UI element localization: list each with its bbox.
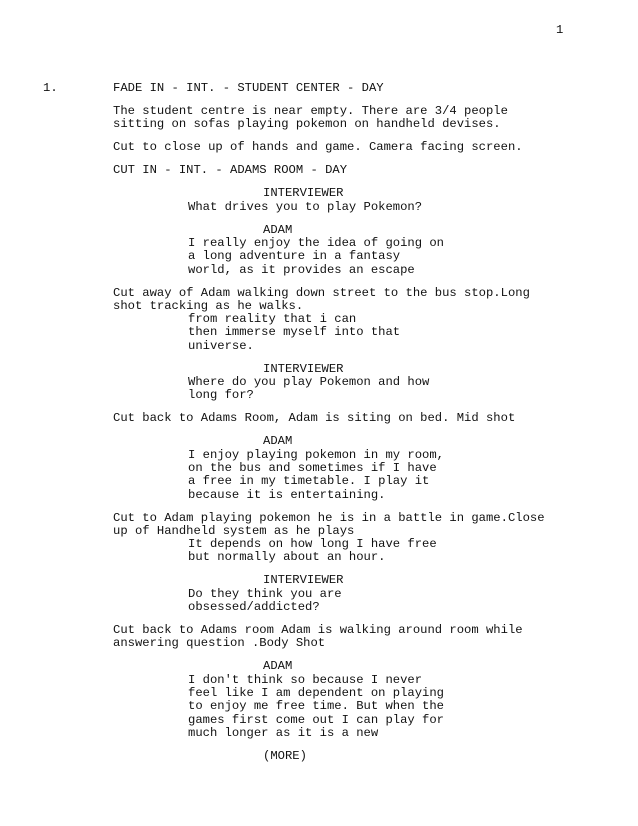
dialogue-line: because it is entertaining. xyxy=(188,487,386,502)
dialogue-line: What drives you to play Pokemon? xyxy=(188,199,423,214)
dialogue-line: I enjoy playing pokemon in my room, xyxy=(188,447,444,462)
dialogue-line: to enjoy me free time. But when the xyxy=(188,699,444,714)
scene-number: 1. xyxy=(43,81,58,95)
character-cue: INTERVIEWER xyxy=(263,186,344,201)
action-line: Cut away of Adam walking down street to the bus stop.Long xyxy=(113,285,530,300)
action-line: Cut to Adam playing pokemon he is in a battle in game.Close xyxy=(113,510,545,525)
action-line: Cut to close up of hands and game. Camera facing screen. xyxy=(113,140,523,155)
action-line: shot tracking as he walks. xyxy=(113,298,304,313)
dialogue-line: world, as it provides an escape xyxy=(188,262,415,277)
character-cue: INTERVIEWER xyxy=(263,573,344,588)
dialogue-line: then immerse myself into that xyxy=(188,325,401,340)
action-line: CUT IN - INT. - ADAMS ROOM - DAY xyxy=(113,163,348,178)
character-cue: ADAM xyxy=(263,222,293,237)
dialogue-line: It depends on how long I have free xyxy=(188,537,437,552)
action-line: up of Handheld system as he plays xyxy=(113,523,355,538)
dialogue-line: obsessed/addicted? xyxy=(188,600,320,614)
character-cue: ADAM xyxy=(263,659,293,674)
action-line: sitting on sofas playing pokemon on handheld devises. xyxy=(113,117,501,132)
action-line: answering question .Body Shot xyxy=(113,636,326,651)
action-line: The student centre is near empty. There are 3/4 people xyxy=(113,104,508,118)
dialogue-line: universe. xyxy=(188,338,254,353)
dialogue-line: Do they think you are xyxy=(188,586,342,601)
dialogue-line: on the bus and sometimes if I have xyxy=(188,460,437,475)
dialogue-line: a free in my timetable. I play it xyxy=(188,474,430,489)
character-cue: INTERVIEWER xyxy=(263,361,344,376)
dialogue-line: long for? xyxy=(188,388,254,403)
dialogue-line: games first come out I can play for xyxy=(188,712,444,727)
dialogue-line: I really enjoy the idea of going on xyxy=(188,235,444,250)
dialogue-line: but normally about an hour. xyxy=(188,550,386,565)
page-number: 1 xyxy=(556,23,564,37)
dialogue-line: from reality that i can xyxy=(188,312,357,327)
dialogue-line: feel like I am dependent on playing xyxy=(188,685,444,700)
character-cue: (MORE) xyxy=(263,748,307,763)
dialogue-line: much longer as it is a new xyxy=(188,725,379,740)
dialogue-line: I don't think so because I never xyxy=(188,672,423,687)
scene-heading: FADE IN - INT. - STUDENT CENTER - DAY xyxy=(113,81,384,95)
action-line: Cut back to Adams room Adam is walking around room while xyxy=(113,623,523,637)
character-cue: ADAM xyxy=(263,434,293,449)
dialogue-line: a long adventure in a fantasy xyxy=(188,249,401,264)
dialogue-line: Where do you play Pokemon and how xyxy=(188,375,430,389)
action-line: Cut back to Adams Room, Adam is siting on bed. Mid shot xyxy=(113,411,516,426)
